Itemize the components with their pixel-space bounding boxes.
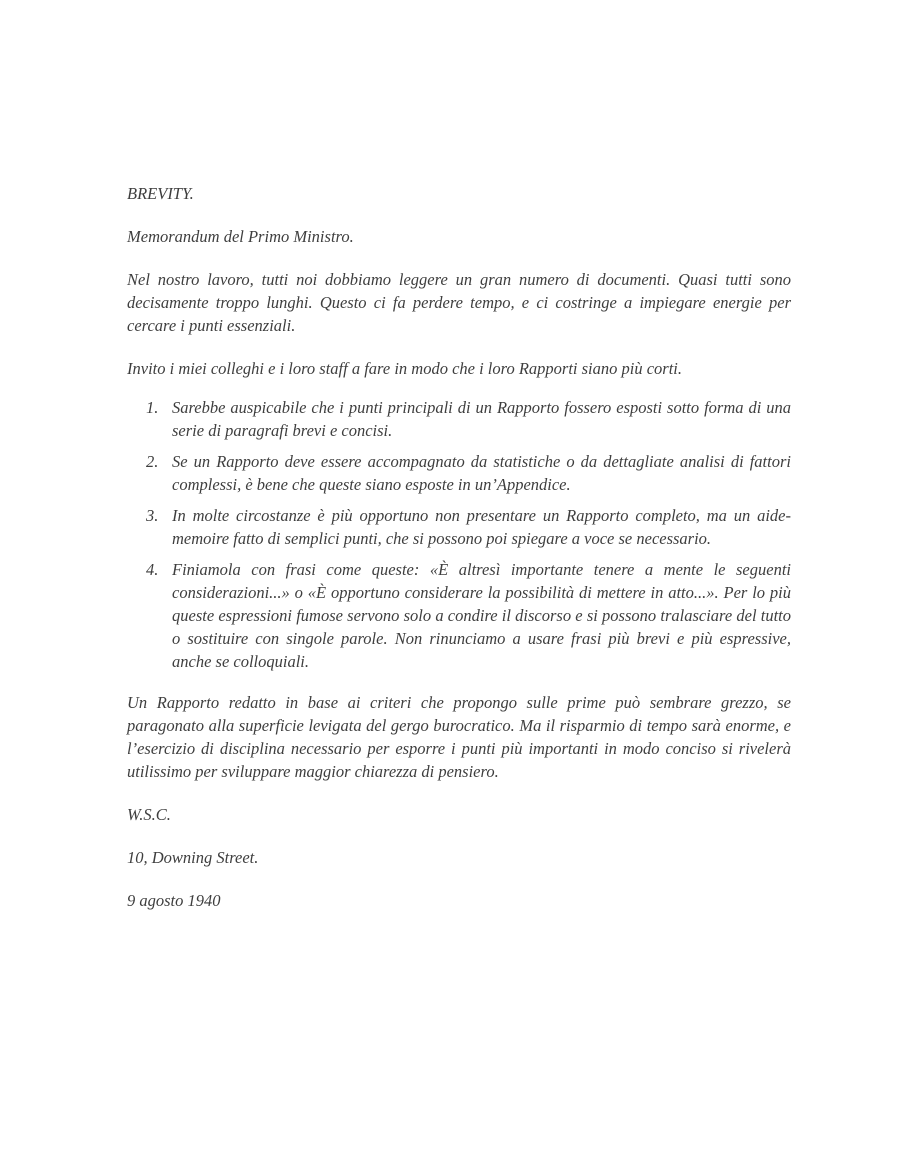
signature-initials: W.S.C. xyxy=(127,805,171,824)
list-item-4-text: Finiamola con frasi come queste: «È altresì importante tenere a mente le seguenti considerazioni...» o «È opportuno considerare la possibilità di mettere in atto...». Per lo più queste espressioni fumose servono solo a condire il discorso e si possono tralasciare del tutto o sostituire con singole parole. Non rinunciamo a usare frasi più brevi e più espressive, anche se colloquiali. xyxy=(172,560,791,671)
list-item-4-number: 4. xyxy=(146,560,159,579)
numbered-list xyxy=(127,396,791,673)
list-item-1-text: Sarebbe auspicabile che i punti principali di un Rapporto fossero esposti sotto forma di una serie di paragrafi brevi e concisi. xyxy=(172,398,791,440)
paragraph-invitation: Invito i miei colleghi e i loro staff a fare in modo che i loro Rapporti siano più corti. xyxy=(127,359,682,378)
list-item-2 xyxy=(127,450,791,496)
list-item-3-number: 3. xyxy=(146,506,159,525)
paragraph-intro: Nel nostro lavoro, tutti noi dobbiamo leggere un gran numero di documenti. Quasi tutti sono decisamente troppo lunghi. Questo ci fa perdere tempo, e ci costringe a impiegare energie per cercare i punti essenziali. xyxy=(127,270,791,335)
address-line: 10, Downing Street. xyxy=(127,848,259,867)
list-item-2-text: Se un Rapporto deve essere accompagnato da statistiche o da dettagliate analisi di fattori complessi, è bene che queste siano esposte in un’Appendice. xyxy=(172,452,791,494)
list-item-4 xyxy=(127,558,791,673)
list-item-2-number: 2. xyxy=(146,452,159,471)
list-item-3-text: In molte circostanze è più opportuno non presentare un Rapporto completo, ma un aide-memoire fatto di semplici punti, che si possono poi spiegare a voce se necessario. xyxy=(172,506,791,548)
list-item-1 xyxy=(127,396,791,442)
list-item-1-number: 1. xyxy=(146,398,159,417)
page-title: BREVITY. xyxy=(127,184,194,203)
signature-block xyxy=(127,803,791,912)
date-line: 9 agosto 1940 xyxy=(127,891,221,910)
memo-subtitle: Memorandum del Primo Ministro. xyxy=(127,227,354,246)
list-item-3 xyxy=(127,504,791,550)
paragraph-closing: Un Rapporto redatto in base ai criteri che propongo sulle prime può sembrare grezzo, se paragonato alla superficie levigata del gergo burocratico. Ma il risparmio di tempo sarà enorme, e l’esercizio di disciplina necessario per esporre i punti più importanti in modo conciso si rivelerà utilissimo per sviluppare maggior chiarezza di pensiero. xyxy=(127,693,791,781)
